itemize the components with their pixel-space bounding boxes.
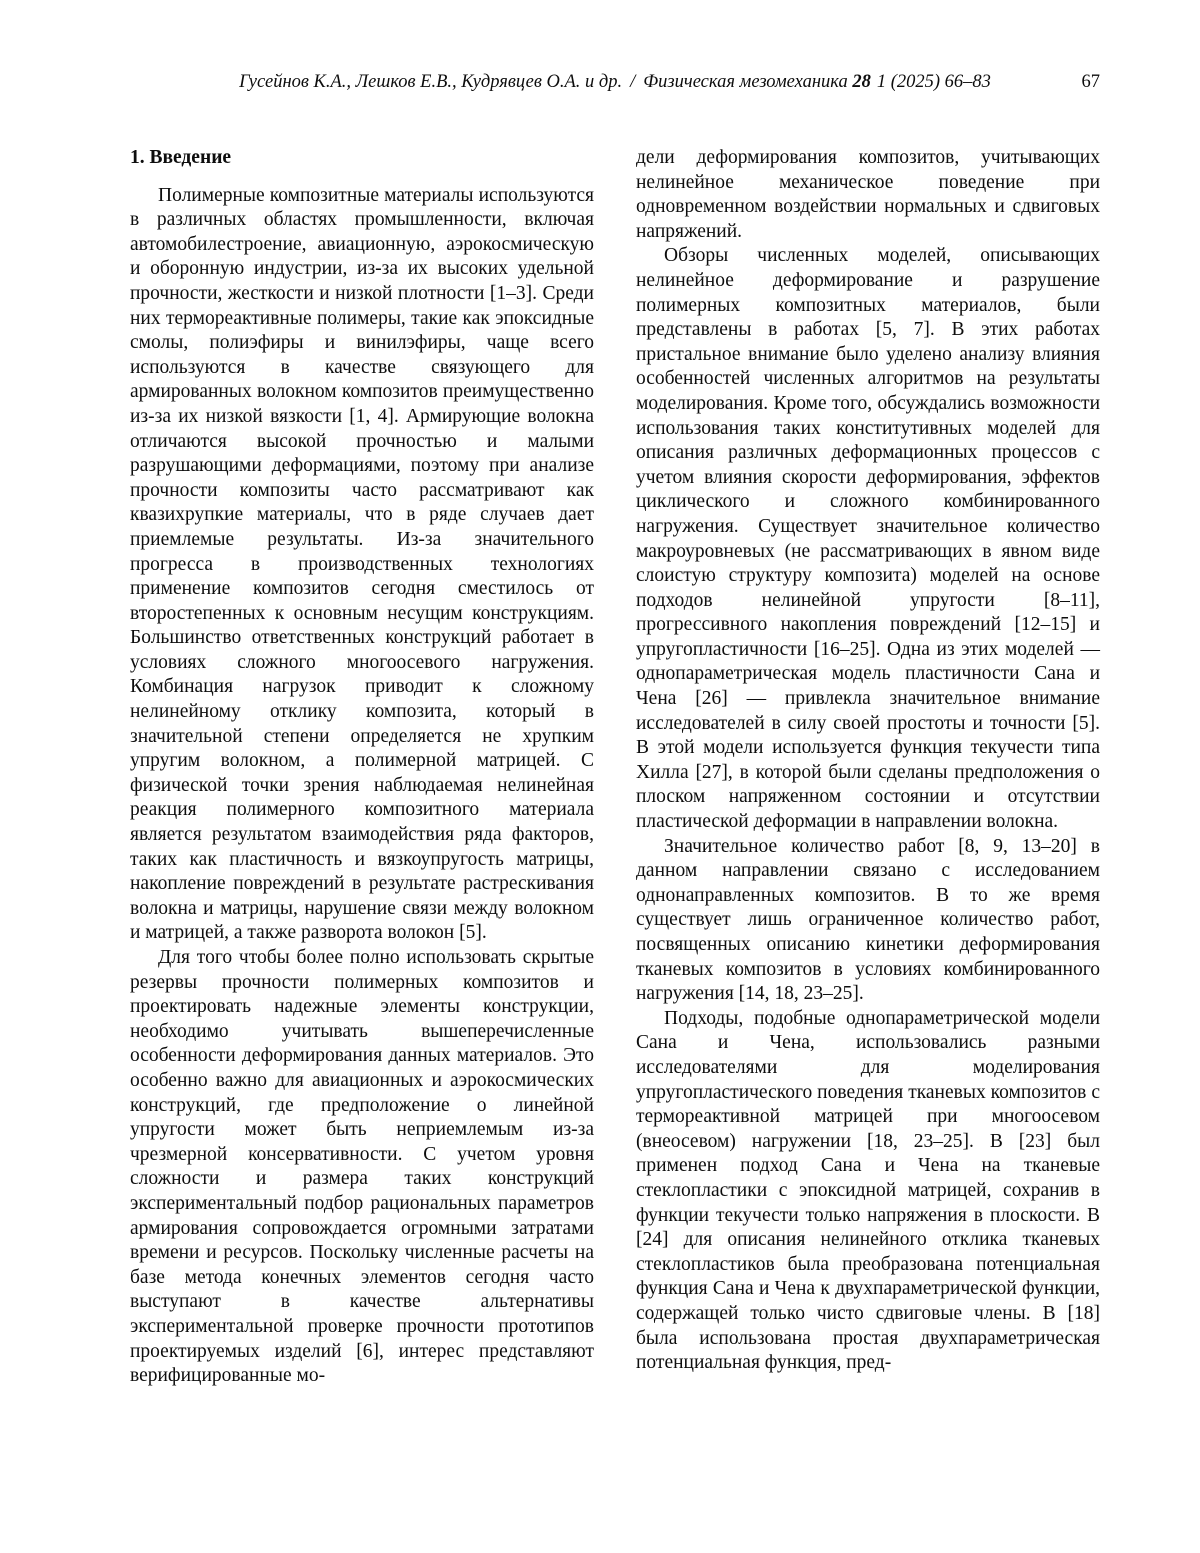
two-column-body — [130, 146, 1100, 1389]
section-heading: 1. Введение — [130, 147, 232, 168]
paragraph-intro-1: Полимерные композитные материалы используются в различных областях промышленности, включая автомобилестроение, авиационную, аэрокосмическую и оборонную индустрии, из-за их высоких удельной прочности, жесткости и низкой плотности [1–3]. Среди них термореактивные полимеры, такие как эпоксидные смолы, полиэфиры и винилэфиры, чаще всего используются в качестве связующего для армированных волокном композитов преимущественно из-за их низкой вязкости [1, 4]. Армирующие волокна отличаются высокой прочностью и малыми разрушающими деформациями, поэтому при анализе прочности композиты часто рассматривают как квазихрупкие материалы, что в ряде случаев дает приемлемые результаты. Из-за значительного прогресса в производственных технологиях применение композитов сегодня сместилось от второстепенных к основным несущим конструкциям. Большинство ответственных конструкций работает в условиях сложного многоосевого нагружения. Комбинация нагрузок приводит к сложному нелинейному отклику композита, который в значительной степени определяется не хрупким упругим волокном, а полимерной матрицей. С физической точки зрения наблюдаемая нелинейная реакция полимерного композитного материала является результатом взаимодействия ряда факторов, таких как пластичность и вязкоупругость матрицы, накопление повреждений в результате растрескивания волокна и матрицы, нарушение связи между волокном и матрицей, а также разворота волокон [5]. — [130, 184, 594, 944]
running-head-text — [239, 70, 991, 94]
header-volume: 28 — [852, 72, 871, 92]
paragraph-approaches: Подходы, подобные однопараметрической модели Сана и Чена, использовались разными исследователями для моделирования упругопластического поведения тканевых композитов с термореактивной матрицей при многоосевом (внеосевом) нагружении [18, 23–25]. В [23] был применен подход Сана и Чена на тканевые стеклопластики с эпоксидной матрицей, сохранив в функции текучести только напряжения в плоскости. В [24] для описания нелинейного отклика тканевых стеклопластиков была преобразована потенциальная функция Сана и Чена к двухпараметрической функции, содержащей только чисто сдвиговые члены. В [18] была использована простая двухпараметрическая потенциальная функция, пред- — [636, 1007, 1100, 1374]
paragraph-reviews: Обзоры численных моделей, описывающих нелинейное деформирование и разрушение полимерных композитных материалов, были представлены в работах [5, 7]. В этих работах пристальное внимание было уделено анализу влияния особенностей численных алгоритмов на результаты моделирования. Кроме того, обсуждались возможности использования таких конститутивных моделей для описания различных деформационных процессов с учетом влияния скорости деформирования, эффектов циклического и сложного комбинированного нагружения. Существует значительное количество макроуровневых (не рассматривающих в явном виде слоистую структуру композита) моделей на основе подходов нелинейной упругости [8–11], прогрессивного накопления повреждений [12–15] и упругопластичности [16–25]. Одна из этих моделей — однопараметрическая модель пластичности Сана и Чена [26] — привлекла значительное внимание исследователей в силу своей простоты и точности [5]. В этой модели используется функция текучести типа Хилла [27], в которой были сделаны предположения о плоском напряженном состоянии и отсутствии пластической деформации в направлении волокна. — [636, 245, 1100, 833]
page-number: 67 — [1081, 72, 1100, 92]
header-issue: 1 (2025) 66–83 — [876, 72, 991, 92]
right-column — [636, 146, 1100, 1376]
header-separator: / — [630, 72, 636, 92]
header-authors: Гусейнов К.А., Лешков Е.В., Кудрявцев О.А. и др. — [239, 72, 623, 92]
paragraph-works-count: Значительное количество работ [8, 9, 13–20] в данном направлении связано с исследованием однонаправленных композитов. В то же время существует лишь ограниченное количество работ, посвященных описанию кинетики деформирования тканевых композитов в условиях комбинированного нагружения [14, 18, 23–25]. — [636, 835, 1100, 1005]
left-column — [130, 146, 594, 1389]
running-header — [130, 70, 1100, 96]
header-journal: Физическая мезомеханика — [643, 72, 848, 92]
paragraph-intro-2: Для того чтобы более полно использовать скрытые резервы прочности полимерных композитов и проектировать надежные элементы конструкции, необходимо учитывать вышеперечисленные особенности деформирования данных материалов. Это особенно важно для авиационных и аэрокосмических конструкций, где предположение о линейной упругости может быть неприемлемым из-за чрезмерной консервативности. С учетом уровня сложности и размера таких конструкций экспериментальный подбор рациональных параметров армирования сопровождается огромными затратами времени и ресурсов. Поскольку численные расчеты на базе метода конечных элементов сегодня часто выступают в качестве альтернативы экспериментальной проверке прочности прототипов проектируемых изделий [6], интерес представляют верифицированные мо- — [130, 947, 594, 1387]
paragraph-continuation: дели деформирования композитов, учитывающих нелинейное механическое поведение при одновременном воздействии нормальных и сдвиговых напряжений. — [636, 147, 1100, 242]
